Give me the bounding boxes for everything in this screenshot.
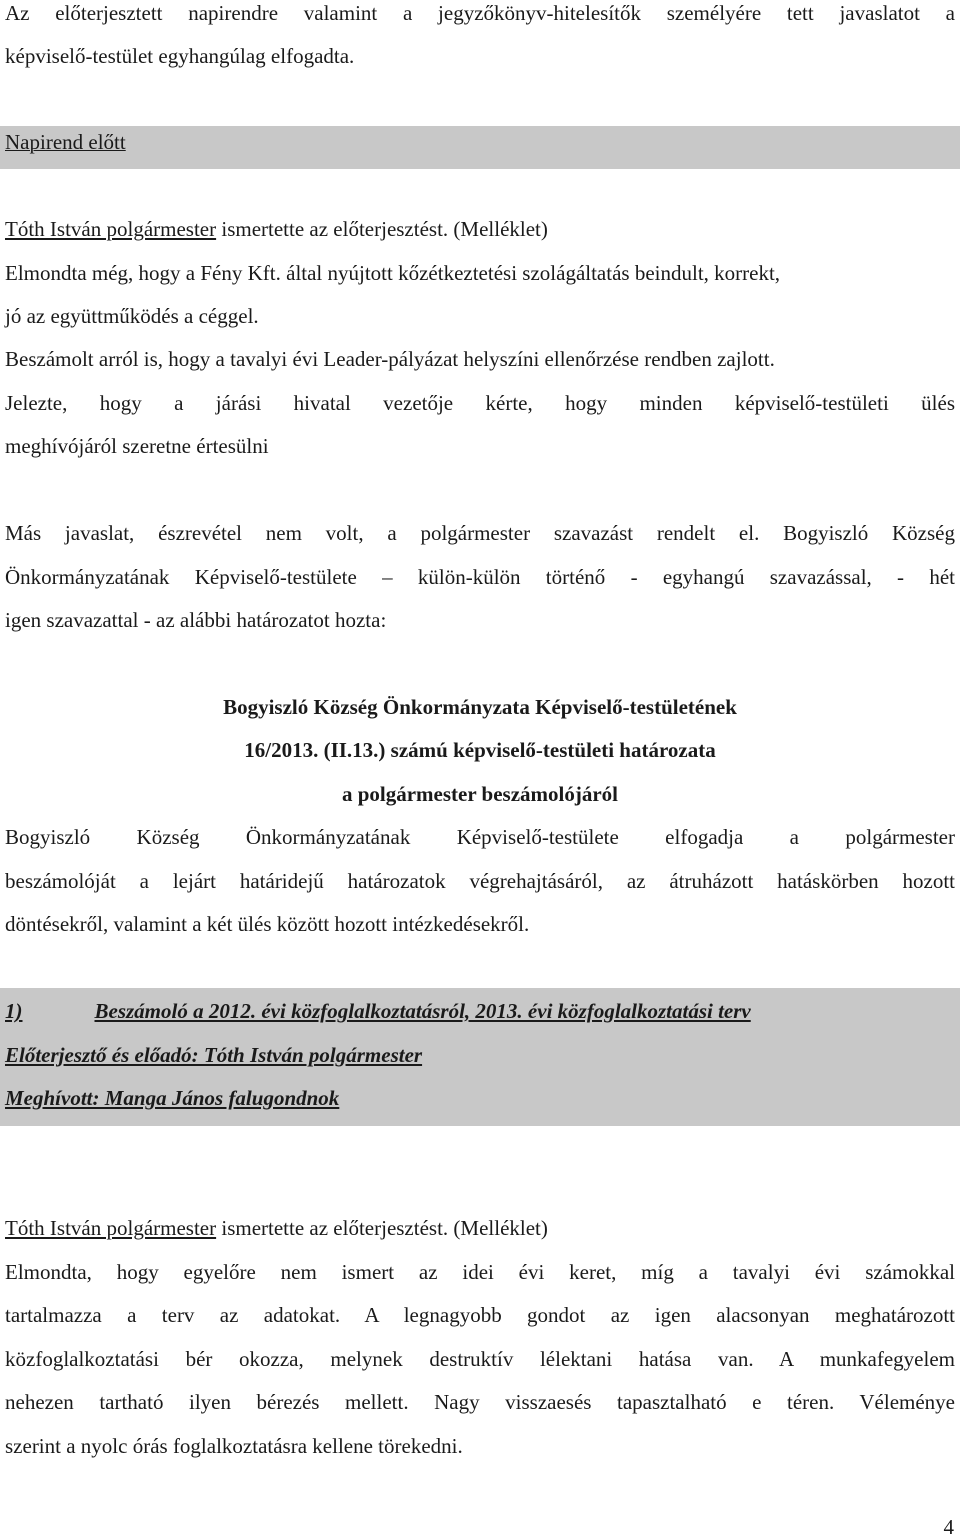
agenda-item-invited: Meghívott: Manga János falugondnok bbox=[5, 1086, 340, 1110]
p1-line-1: Elmondta még, hogy a Fény Kft. által nyújtott kőzétkeztetési szolágáltatás beindult, korrekt, bbox=[5, 261, 781, 285]
agenda-item-presenter: Előterjesztő és előadó: Tóth István polgármester bbox=[5, 1043, 423, 1067]
discussion-line-3: közfoglalkoztatási bér okozza, melynek destruktív lélektani hatása van. A munkafegyelem bbox=[5, 1347, 955, 1371]
p3-line-2: meghívójáról szeretne értesülni bbox=[5, 434, 269, 458]
resolution-title-2: 16/2013. (II.13.) számú képviselő-testületi határozata bbox=[244, 738, 716, 762]
resolution-body-line-1: Bogyiszló Község Önkormányzatának Képviselő-testülete elfogadja a polgármester bbox=[5, 825, 955, 849]
agenda-item-title-line bbox=[5, 998, 955, 1024]
section-heading-text: Napirend előtt bbox=[5, 130, 126, 154]
agenda-item-title: Beszámoló a 2012. évi közfoglalkoztatásról, 2013. évi közfoglalkoztatási terv bbox=[94, 999, 751, 1023]
vote-line-1: Más javaslat, észrevétel nem volt, a polgármester szavazást rendelt el. Bogyiszló Község bbox=[5, 521, 955, 545]
agenda-item-number: 1) bbox=[5, 999, 23, 1023]
intro-line-1: Az előterjesztett napirendre valamint a jegyzőkönyv-hitelesítők személyére tett javaslatot a bbox=[5, 1, 955, 25]
resolution-title-1: Bogyiszló Község Önkormányzata Képviselő-testületének bbox=[223, 695, 737, 719]
discussion-presenter-line bbox=[5, 1215, 955, 1241]
discussion-line-1: Elmondta, hogy egyelőre nem ismert az idei évi keret, míg a tavalyi évi számokkal bbox=[5, 1260, 955, 1284]
p1-line-2: jó az együttműködés a céggel. bbox=[5, 304, 259, 328]
section-heading-before-agenda bbox=[5, 129, 955, 155]
resolution-title-3: a polgármester beszámolójáról bbox=[341, 782, 619, 806]
page-number: 4 bbox=[943, 1515, 954, 1539]
vote-line-2: Önkormányzatának Képviselő-testülete – külön-külön történő - egyhangú szavazással, - hét bbox=[5, 565, 955, 589]
discussion-line-2: tartalmazza a terv az adatokat. A legnagyobb gondot az igen alacsonyan meghatározott bbox=[5, 1303, 955, 1327]
p2-line: Beszámolt arról is, hogy a tavalyi évi Leader-pályázat helyszíni ellenőrzése rendben zajlott. bbox=[5, 347, 775, 371]
discussion-line-5: szerint a nyolc órás foglalkoztatásra kellene törekedni. bbox=[5, 1434, 463, 1458]
vote-line-3: igen szavazattal - az alábbi határozatot hozta: bbox=[5, 608, 387, 632]
discussion-presented-text: ismertette az előterjesztést. (Melléklet) bbox=[216, 1216, 548, 1240]
discussion-line-4: nehezen tartható ilyen bérezés mellett. Nagy visszaesés tapasztalható e téren. Véleménye bbox=[5, 1390, 955, 1414]
presenter-name: Tóth István polgármester bbox=[5, 217, 217, 241]
intro-line-2: képviselő-testület egyhangúlag elfogadta. bbox=[5, 44, 355, 68]
p3-line-1: Jelezte, hogy a járási hivatal vezetője kérte, hogy minden képviselő-testületi ülés bbox=[5, 391, 955, 415]
discussion-presenter-name: Tóth István polgármester bbox=[5, 1216, 217, 1240]
presenter-line bbox=[5, 216, 955, 242]
resolution-body-line-2: beszámolóját a lejárt határidejű határozatok végrehajtásáról, az átruházott hatáskörben hozott bbox=[5, 869, 955, 893]
presented-text: ismertette az előterjesztést. (Melléklet) bbox=[216, 217, 548, 241]
resolution-body-line-3: döntésekről, valamint a két ülés között hozott intézkedésekről. bbox=[5, 912, 530, 936]
